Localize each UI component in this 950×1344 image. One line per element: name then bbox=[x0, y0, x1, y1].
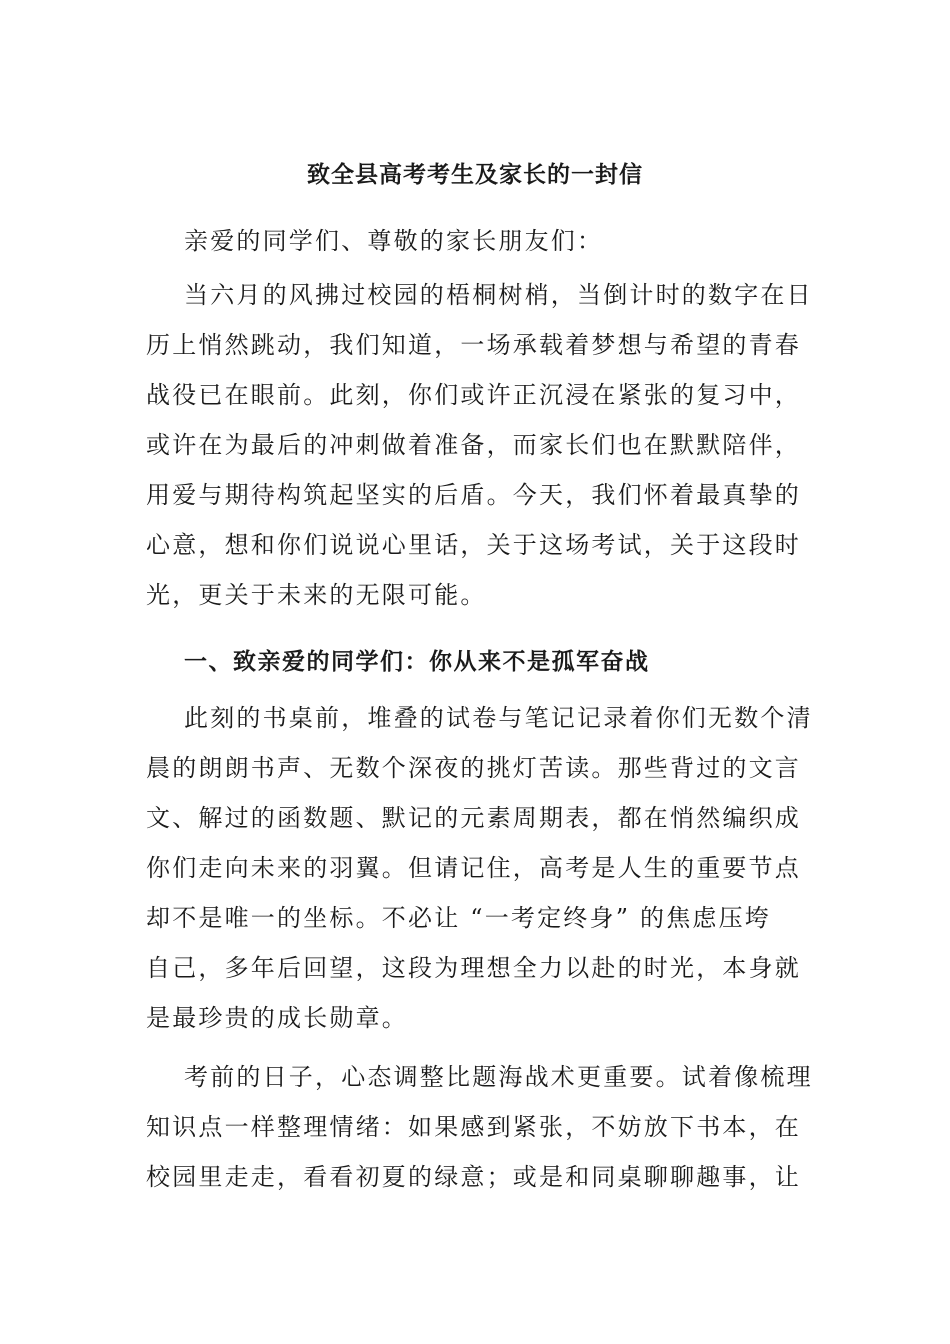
paragraph-line: 是最珍贵的成长勋章。 bbox=[146, 1004, 408, 1032]
letter-title: 致全县高考考生及家长的一封信 bbox=[307, 161, 643, 188]
paragraph-line: 文、解过的函数题、默记的元素周期表，都在悄然编织成 bbox=[146, 804, 801, 832]
greeting-line: 亲爱的同学们、尊敬的家长朋友们： bbox=[184, 227, 604, 255]
paragraph-line: 光，更关于未来的无限可能。 bbox=[146, 581, 487, 609]
paragraph-line: 考前的日子，心态调整比题海战术更重要。试着像梳理 bbox=[184, 1063, 813, 1091]
section-heading-students: 一、致亲爱的同学们：你从来不是孤军奋战 bbox=[184, 648, 650, 675]
paragraph-line: 自己，多年后回望，这段为理想全力以赴的时光，本身就 bbox=[146, 954, 801, 982]
students-paragraph bbox=[146, 693, 813, 1043]
paragraph-line: 却不是唯一的坐标。不必让 “一考定终身” 的焦虑压垮 bbox=[146, 904, 771, 932]
paragraph-line: 心意，想和你们说说心里话，关于这场考试，关于这段时 bbox=[146, 531, 801, 559]
paragraph-line: 你们走向未来的羽翼。但请记住，高考是人生的重要节点 bbox=[146, 854, 801, 882]
paragraph-line: 当六月的风拂过校园的梧桐树梢，当倒计时的数字在日 bbox=[184, 281, 813, 309]
paragraph-line: 或许在为最后的冲刺做着准备，而家长们也在默默陪伴， bbox=[146, 431, 801, 459]
paragraph-line: 历上悄然跳动，我们知道，一场承载着梦想与希望的青春 bbox=[146, 331, 801, 359]
paragraph-line: 此刻的书桌前，堆叠的试卷与笔记记录着你们无数个清 bbox=[184, 704, 813, 732]
paragraph-line: 用爱与期待构筑起坚实的后盾。今天，我们怀着最真挚的 bbox=[146, 481, 801, 509]
paragraph-line: 晨的朗朗书声、无数个深夜的挑灯苦读。那些背过的文言 bbox=[146, 754, 801, 782]
paragraph-line: 知识点一样整理情绪：如果感到紧张，不妨放下书本，在 bbox=[146, 1113, 801, 1141]
paragraph-line: 战役已在眼前。此刻，你们或许正沉浸在紧张的复习中， bbox=[146, 381, 801, 409]
intro-paragraph bbox=[146, 270, 813, 620]
greeting-paragraph bbox=[146, 216, 806, 266]
mindset-paragraph bbox=[146, 1052, 813, 1202]
paragraph-line: 校园里走走，看看初夏的绿意；或是和同桌聊聊趣事，让 bbox=[146, 1163, 801, 1191]
